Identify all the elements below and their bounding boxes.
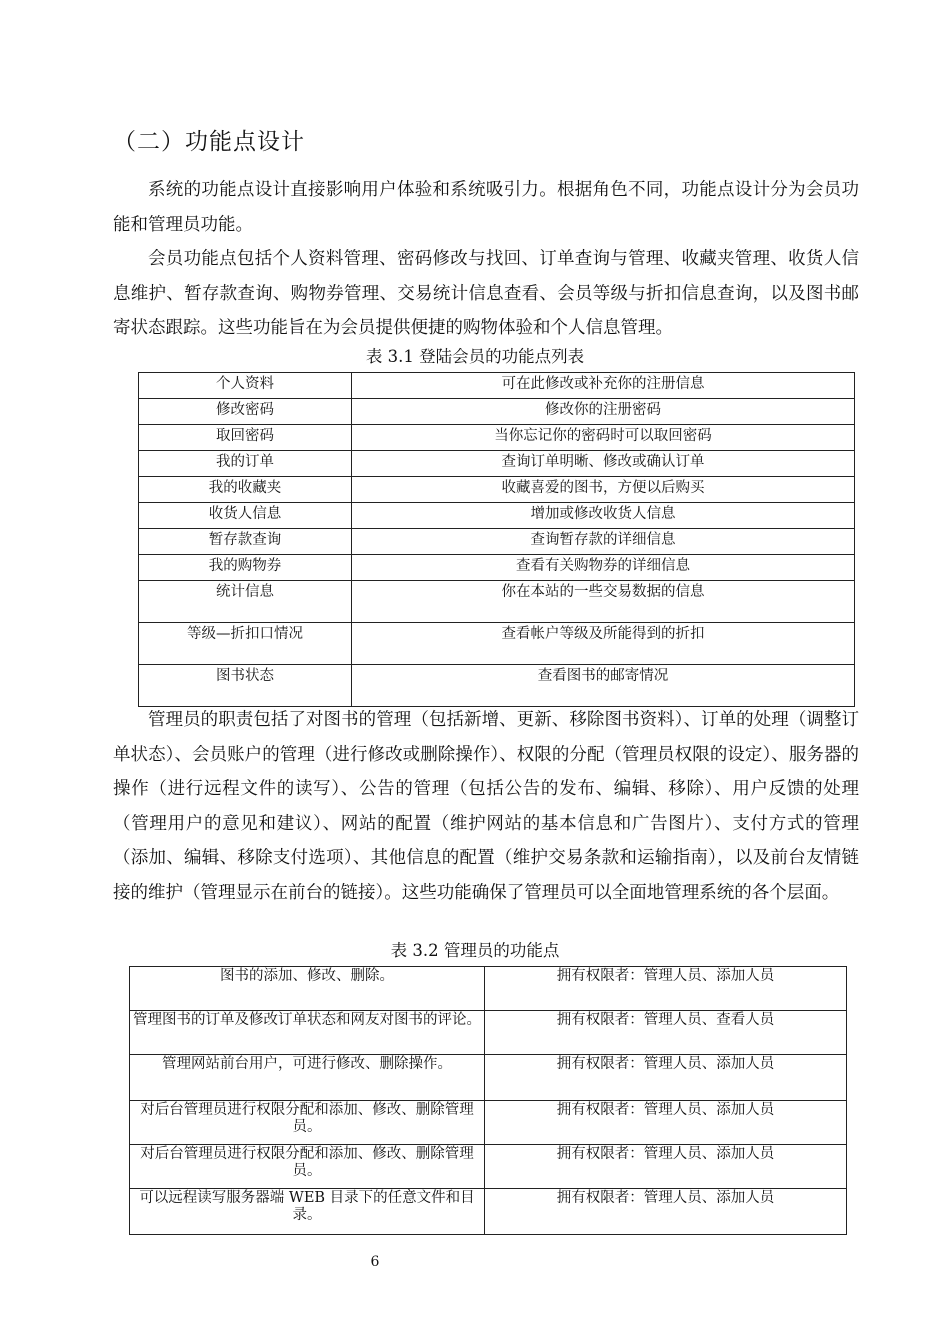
table-row (139, 425, 855, 451)
table-cell-permission: 拥有权限者：管理人员、添加人员 (485, 1055, 847, 1101)
table-cell-feature: 等级—折扣口情况 (139, 623, 352, 665)
table-cell-description: 查看有关购物券的详细信息 (352, 555, 855, 581)
table-row (139, 477, 855, 503)
table-row (130, 967, 847, 1011)
table-cell-feature: 暂存款查询 (139, 529, 352, 555)
table-row (139, 451, 855, 477)
intro-paragraph: 系统的功能点设计直接影响用户体验和系统吸引力。根据角色不同，功能点设计分为会员功能和管理员功能。 (113, 180, 859, 235)
table-cell-description: 查询订单明晰、修改或确认订单 (352, 451, 855, 477)
table-row (130, 1011, 847, 1055)
table-row (130, 1101, 847, 1145)
table-cell-function: 管理图书的订单及修改订单状态和网友对图书的评论。 (130, 1011, 485, 1055)
table-cell-function: 图书的添加、修改、删除。 (130, 967, 485, 1011)
table-cell-description: 增加或修改收货人信息 (352, 503, 855, 529)
member-functions-table (138, 372, 855, 707)
table-cell-description: 收藏喜爱的图书，方便以后购买 (352, 477, 855, 503)
table-row (139, 529, 855, 555)
table-row (139, 555, 855, 581)
table-cell-function: 管理网站前台用户，可进行修改、删除操作。 (130, 1055, 485, 1101)
table-cell-description: 你在本站的一些交易数据的信息 (352, 581, 855, 623)
table-row (139, 399, 855, 425)
member-functions-paragraph: 会员功能点包括个人资料管理、密码修改与找回、订单查询与管理、收藏夹管理、收货人信息维护、暂存款查询、购物券管理、交易统计信息查看、会员等级与折扣信息查询，以及图书邮寄状态跟踪。这些功能旨在为会员提供便捷的购物体验和个人信息管理。 (113, 249, 859, 338)
table-cell-description: 可在此修改或补充你的注册信息 (352, 373, 855, 399)
table-cell-feature: 收货人信息 (139, 503, 352, 529)
table-cell-description: 查询暂存款的详细信息 (352, 529, 855, 555)
table-cell-function: 对后台管理员进行权限分配和添加、修改、删除管理员。 (130, 1145, 485, 1189)
table-row (139, 581, 855, 623)
table-cell-feature: 统计信息 (139, 581, 352, 623)
table-row (130, 1189, 847, 1235)
table-cell-permission: 拥有权限者：管理人员、查看人员 (485, 1011, 847, 1055)
table-cell-description: 修改你的注册密码 (352, 399, 855, 425)
table-row (130, 1145, 847, 1189)
table-cell-feature: 我的收藏夹 (139, 477, 352, 503)
table-cell-permission: 拥有权限者：管理人员、添加人员 (485, 1145, 847, 1189)
table-cell-description: 查看帐户等级及所能得到的折扣 (352, 623, 855, 665)
table-cell-description: 查看图书的邮寄情况 (352, 665, 855, 707)
table-cell-permission: 拥有权限者：管理人员、添加人员 (485, 1101, 847, 1145)
table-cell-function: 对后台管理员进行权限分配和添加、修改、删除管理员。 (130, 1101, 485, 1145)
admin-functions-table (129, 966, 847, 1235)
table-cell-feature: 我的订单 (139, 451, 352, 477)
table-cell-function: 可以远程读写服务器端 WEB 目录下的任意文件和目录。 (130, 1189, 485, 1235)
table-row (139, 373, 855, 399)
page-number: 6 (370, 1254, 380, 1270)
table-cell-description: 当你忘记你的密码时可以取回密码 (352, 425, 855, 451)
table-cell-feature: 取回密码 (139, 425, 352, 451)
table-cell-permission: 拥有权限者：管理人员、添加人员 (485, 1189, 847, 1235)
table-cell-feature: 图书状态 (139, 665, 352, 707)
table-cell-feature: 修改密码 (139, 399, 352, 425)
table-row (139, 665, 855, 707)
table-row (130, 1055, 847, 1101)
table2-caption: 表 3.2 管理员的功能点 (390, 941, 560, 960)
table-row (139, 503, 855, 529)
section-heading: （二）功能点设计 (113, 129, 305, 155)
table-cell-feature: 我的购物券 (139, 555, 352, 581)
table-cell-permission: 拥有权限者：管理人员、添加人员 (485, 967, 847, 1011)
table-cell-feature: 个人资料 (139, 373, 352, 399)
table1-caption: 表 3.1 登陆会员的功能点列表 (365, 347, 585, 366)
table-row (139, 623, 855, 665)
admin-functions-paragraph: 管理员的职责包括了对图书的管理（包括新增、更新、移除图书资料）、订单的处理（调整订单状态）、会员账户的管理（进行修改或删除操作）、权限的分配（管理员权限的设定）、服务器的操作（进行远程文件的读写）、公告的管理（包括公告的发布、编辑、移除）、用户反馈的处理（管理用户的意见和建议）、网站的配置（维护网站的基本信息和广告图片）、支付方式的管理（添加、编辑、移除支付选项）、其他信息的配置（维护交易条款和运输指南），以及前台友情链接的维护（管理显示在前台的链接）。这些功能确保了管理员可以全面地管理系统的各个层面。 (113, 710, 859, 903)
